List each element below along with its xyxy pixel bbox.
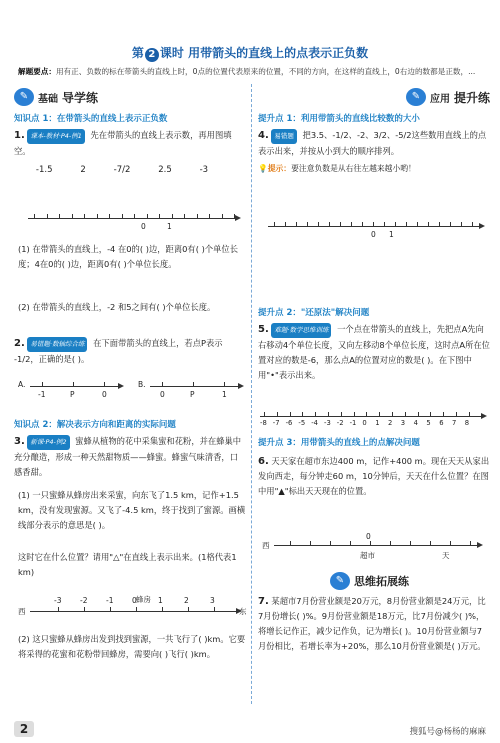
axis-tick-label: -8 xyxy=(260,419,267,427)
axis-tick-label: 8 xyxy=(464,419,470,427)
axis-tick xyxy=(450,222,451,227)
axis-tick xyxy=(222,214,223,219)
axis-tick xyxy=(406,222,407,227)
axis-tick-label: -3 xyxy=(324,419,331,427)
axis-tick xyxy=(274,222,275,227)
axis-tick xyxy=(307,222,308,227)
axis-tick xyxy=(277,412,278,417)
axis-tick-label: -6 xyxy=(285,419,293,427)
question-3: 3. 新课·P4-例2 蜜蜂从植物的花中采集蜜和花粉，并在蜂巢中充分酿造，形成一种天然甜物质——蜂蜜。蜂蜜气味清香，口感香甜。 xyxy=(14,436,242,477)
q1-number-line: 0 1 xyxy=(28,210,243,230)
axis-tick-label: 3 xyxy=(210,596,215,605)
axis-tick xyxy=(264,412,265,417)
q1-part2: (2) 在带箭头的直线上，-2 和5之间有( )个单位长度。 xyxy=(18,302,216,312)
axis-tick xyxy=(472,222,473,227)
section-header-extend: ✎ 思维拓展练 xyxy=(330,572,409,590)
improvement-point-1: 提升点 1：利用带箭头的直线比较数的大小 xyxy=(258,114,420,124)
axis-tick xyxy=(197,214,198,219)
axis-tick xyxy=(430,541,431,546)
axis-tick xyxy=(450,541,451,546)
knowledge-point-2: 知识点 2：解决表示方向和距离的实际问题 xyxy=(14,420,176,430)
axis-tick xyxy=(47,214,48,219)
right-column xyxy=(258,88,490,174)
axis-tick xyxy=(405,412,406,417)
section-badge-icon: ✎ xyxy=(330,572,350,590)
axis-tick xyxy=(341,412,342,417)
axis-tick xyxy=(72,214,73,219)
axis-tick xyxy=(285,222,286,227)
axis-tick-label: -2 xyxy=(80,596,88,605)
axis-tick xyxy=(214,607,215,612)
watermark: 搜狐号@杨杨的麻麻 xyxy=(409,727,486,737)
axis-tick xyxy=(392,412,393,417)
question-7: 7. 某超市7月份营业额是20万元，8月份营业额是24万元，比7月份增长( )%。9月份营业额是18万元，比7月份减少( )%，将增长记作正，减少记作负，记为增长( )。10月份营业额与7月份相比，若增长率为+20%，那么10月份营业额是( )万元。 xyxy=(258,596,486,651)
section-header-basic: ✎ 基础 导学练 xyxy=(14,88,246,106)
axis-tick xyxy=(34,214,35,219)
axis-tick-label: 2 xyxy=(388,419,393,427)
axis-tick xyxy=(439,222,440,227)
q4-number-line: 0 1 xyxy=(268,218,488,238)
q3-part2: (2) 这只蜜蜂从蜂房出发到找到蜜源，一共飞行了( )km。它要将采得的花蜜和花粉带回蜂房，需要向( )飞行( )km。 xyxy=(18,634,246,659)
axis-tick xyxy=(350,541,351,546)
axis-tick xyxy=(428,222,429,227)
question-5: 5. 难题·数学思维训练 一个点在带箭头的直线上，先把点A先向右移动4个单位长度，又向左移动8个单位长度，这时点A所在位置对应的数是-6，那么点A的位置对应的数是( )。在下图中用"•"表示出来。 xyxy=(258,324,490,380)
axis-tick xyxy=(461,222,462,227)
axis-tick-label: -1 xyxy=(349,419,357,427)
axis-tick xyxy=(384,222,385,227)
axis-tick xyxy=(456,412,457,417)
q6-number-line: 0 西 超市 天 xyxy=(262,532,490,562)
axis-tick xyxy=(390,541,391,546)
axis-tick xyxy=(59,214,60,219)
axis-tick xyxy=(122,214,123,219)
knowledge-point-1: 知识点 1：在带箭头的直线上表示正负数 xyxy=(14,114,168,124)
axis-tick xyxy=(159,214,160,219)
axis-tick xyxy=(330,541,331,546)
axis-tick-label: 0 xyxy=(132,596,137,605)
axis-tick xyxy=(84,607,85,612)
axis-tick xyxy=(302,412,303,417)
page-title: 第 2 课时 用带箭头的直线上的点表示正负数 xyxy=(131,46,369,60)
axis-tick xyxy=(410,541,411,546)
axis-tick xyxy=(373,222,374,227)
axis-tick xyxy=(310,541,311,546)
axis-tick xyxy=(290,412,291,417)
axis-tick xyxy=(469,412,470,417)
axis-tick xyxy=(470,541,471,546)
page-number: 2 xyxy=(14,721,34,737)
q2-options: A. -1 P 0 B. 0 P 1 xyxy=(18,380,248,406)
axis-tick xyxy=(354,412,355,417)
axis-tick xyxy=(370,541,371,546)
axis-tick xyxy=(443,412,444,417)
axis-tick xyxy=(290,541,291,546)
axis-tick xyxy=(351,222,352,227)
axis-tick xyxy=(209,214,210,219)
question-6: 6. 天天家在超市东边400 m，记作+400 m。现在天天从家出发向西走，每分钟走60 m，10分钟后，天天在什么位置？在图中用"▲"标出天天现在的位置。 xyxy=(258,456,490,496)
axis-tick-label: -4 xyxy=(311,419,318,427)
axis-tick-label: -7 xyxy=(272,419,280,427)
section-badge-icon: ✎ xyxy=(406,88,426,106)
axis-tick xyxy=(340,222,341,227)
axis-tick xyxy=(184,214,185,219)
axis-tick xyxy=(315,412,316,417)
axis-tick-label: -2 xyxy=(336,419,344,427)
axis-tick xyxy=(296,222,297,227)
axis-tick xyxy=(97,214,98,219)
axis-tick xyxy=(318,222,319,227)
axis-tick xyxy=(328,412,329,417)
improvement-point-3: 提升点 3：用带箭头的直线上的点解决问题 xyxy=(258,438,420,448)
axis-tick xyxy=(362,222,363,227)
axis-tick xyxy=(136,607,137,612)
axis-tick xyxy=(58,607,59,612)
axis-tick-label: 6 xyxy=(439,419,444,427)
axis-tick xyxy=(418,412,419,417)
axis-tick xyxy=(379,412,380,417)
axis-tick-label: 0 xyxy=(362,419,367,427)
lesson-number-badge: 2 xyxy=(145,48,159,62)
axis-tick-label: -1 xyxy=(106,596,114,605)
column-divider xyxy=(251,84,252,704)
axis-tick xyxy=(417,222,418,227)
axis-tick-label: 5 xyxy=(426,419,431,427)
axis-tick xyxy=(162,607,163,612)
axis-tick xyxy=(109,214,110,219)
axis-tick xyxy=(329,222,330,227)
axis-tick-label: -3 xyxy=(54,596,62,605)
axis-tick xyxy=(147,214,148,219)
section-badge-icon: ✎ xyxy=(14,88,34,106)
q5-number-line xyxy=(260,410,492,430)
question-4: 4. 易错题 把3.5、-1/2、-2、3/2、-5/2这些数用直线上的点表示出来，并按从小到大的顺序排列。 xyxy=(258,130,487,156)
q3-part1: (1) 一只蜜蜂从蜂房出来采蜜，向东飞了1.5 km，记作+1.5 km，没有发现蜜源。又飞了-4.5 km，终于找到了蜜源。画横线部分表示的意思是( )。 xyxy=(18,490,246,530)
axis-tick xyxy=(188,607,189,612)
axis-tick xyxy=(234,214,235,219)
axis-tick xyxy=(110,607,111,612)
q1-part1: (1) 在带箭头的直线上，-4 在0的( )边，距离0有( )个单位长度；4在0的( )边，距离0有( )个单位长度。 xyxy=(18,244,239,269)
axis-tick xyxy=(395,222,396,227)
axis-tick-label: 3 xyxy=(400,419,406,427)
left-column xyxy=(14,88,246,175)
question-1: 1. 课本-教材·P4-例1 先在带箭头的直线上表示数，再用图填空。 xyxy=(14,130,232,156)
question-2: 2. 易错题·数轴综合练 在下面带箭头的直线上，若点P表示 -1/2，正确的是( )。 xyxy=(14,338,223,364)
axis-tick xyxy=(84,214,85,219)
key-points: 解题要点：用有正、负数的标在带箭头的直线上时，0点的位置代表原来的位置，不同的方向，在这样的直线上，0右边的数都是正数，... xyxy=(18,67,476,76)
q3-number-line: 蜂房 西 东 -3 -2 -1 0 1 2 3 xyxy=(18,595,247,616)
section-header-apply: ✎ 应用 提升练 xyxy=(258,88,490,106)
axis-tick-label: 7 xyxy=(452,419,457,427)
axis-tick xyxy=(430,412,431,417)
axis-tick-label: 2 xyxy=(184,596,189,605)
axis-tick-label: 1 xyxy=(375,419,380,427)
axis-tick-label: 4 xyxy=(413,419,418,427)
axis-tick-label: 1 xyxy=(158,596,163,605)
improvement-point-2: 提升点 2："还原法"解决问题 xyxy=(258,308,370,318)
q4-tip: 💡提示：要注意负数是从右往左越来越小哟！ xyxy=(258,164,416,173)
axis-tick-label: -5 xyxy=(298,419,306,427)
axis-tick xyxy=(134,214,135,219)
q1-numbers: -1.5 2 -7/2 2.5 -3 xyxy=(35,165,209,175)
axis-tick xyxy=(172,214,173,219)
lightbulb-icon: 💡 xyxy=(258,164,268,173)
axis-tick xyxy=(366,412,367,417)
q3-part1b: 这时它在什么位置？请用"△"在直线上表示出来。(1格代表1 km) xyxy=(18,552,237,577)
